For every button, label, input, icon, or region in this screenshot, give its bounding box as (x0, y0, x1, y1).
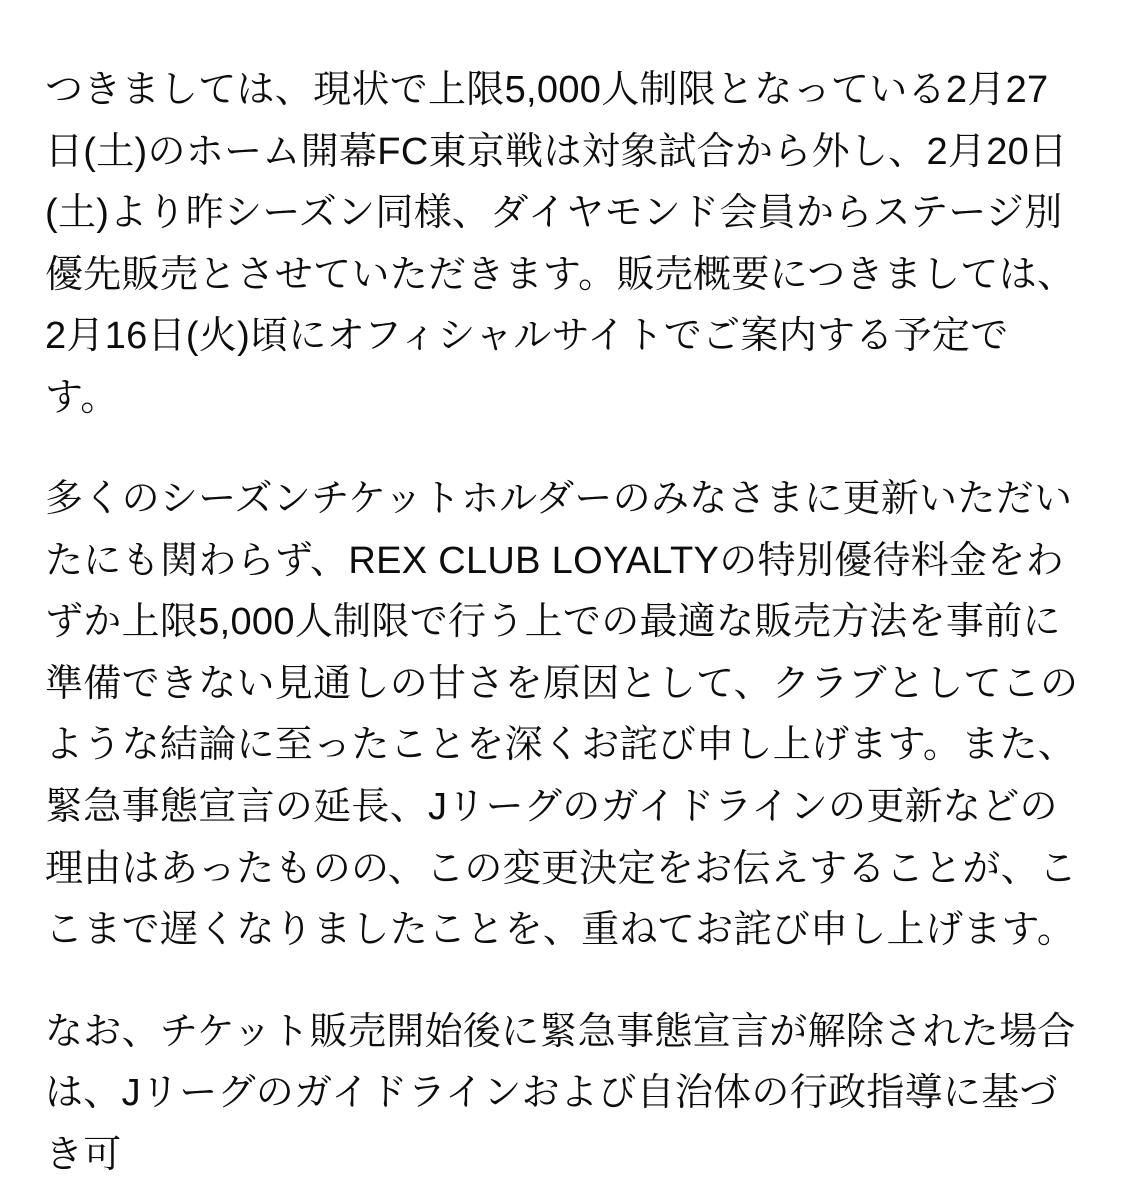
paragraph-1: つきましては、現状で上限5,000人制限となっている2月27日(土)のホーム開幕FC東京戦は対象試合から外し、2月20日(土)より昨シーズン同様、ダイヤモンド会員からステージ別優先販売とさせていただきます。販売概要につきましては、2月16日(火)頃にオフィシャルサイトでご案内する予定です。 (45, 69, 1076, 419)
document-body (45, 60, 1080, 1186)
paragraph-3: なお、チケット販売開始後に緊急事態宣言が解除された場合は、Jリーグのガイドラインおよび自治体の行政指導に基づき可 (45, 1010, 1076, 1176)
paragraph-2: 多くのシーズンチケットホルダーのみなさまに更新いただいたにも関わらず、REX CLUB LOYALTYの特別優待料金をわずか上限5,000人制限で行う上での最適な販売方法を事前に準備できない見通しの甘さを原因として、クラブとしてこのような結論に至ったことを深くお詫び申し上げます。また、緊急事態宣言の延長、Jリーグのガイドラインの更新などの理由はあったものの、この変更決定をお伝えすることが、ここまで遅くなりましたことを、重ねてお詫び申し上げます。 (45, 478, 1079, 952)
